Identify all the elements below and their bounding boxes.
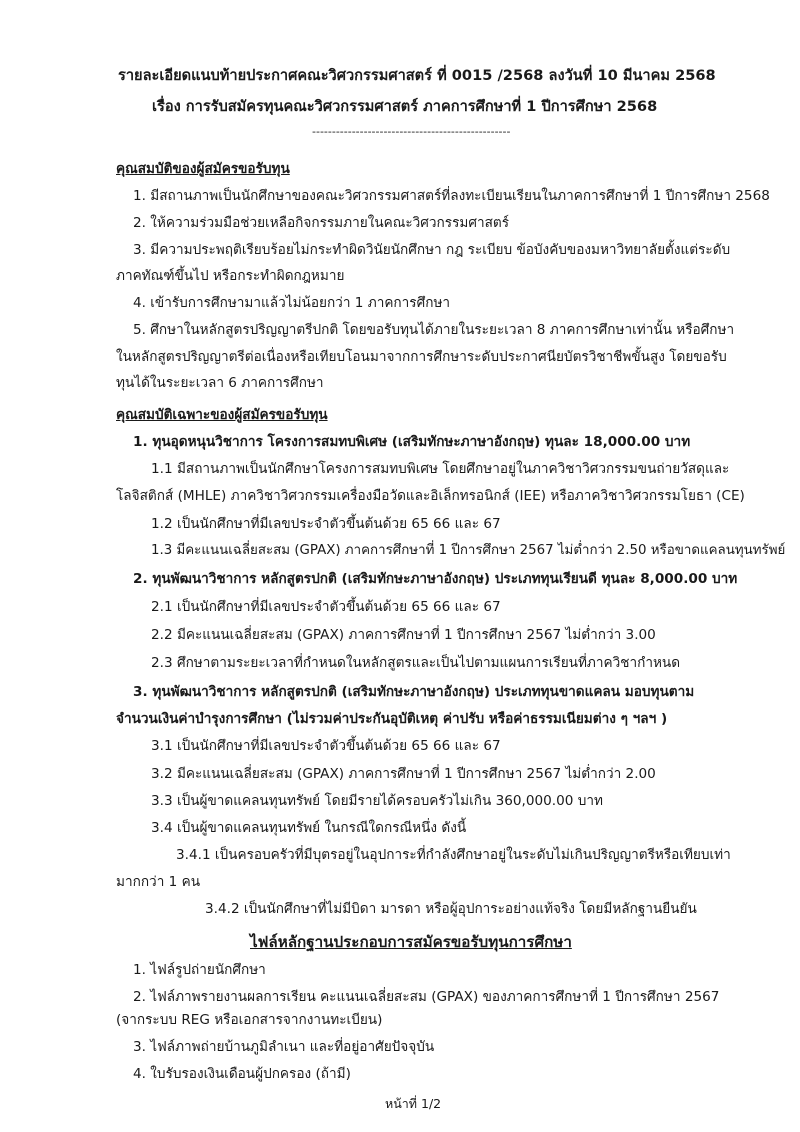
evidence-item-2-line-1: 2. ไฟล์ภาพรายงานผลการเรียน คะแนนเฉลี่ยสะสม (GPAX) ของภาคการศึกษาที่ 1 ปีการศึกษา 2567 <box>133 989 720 1005</box>
specific-section-title: คุณสมบัติเฉพาะของผู้สมัครขอรับทุน <box>116 407 328 423</box>
general-item-3-line-1: 3. มีความประพฤติเรียบร้อยไม่กระทำผิดวินัยนักศึกษา กฎ ระเบียบ ข้อบังคับของมหาวิทยาลัยตั้งแต่ระดับ <box>133 242 731 258</box>
scholarship-3-item-2: 3.2 มีคะแนนเฉลี่ยสะสม (GPAX) ภาคการศึกษาที่ 1 ปีการศึกษา 2567 ไม่ต่ำกว่า 2.00 <box>151 766 656 782</box>
general-item-5-line-2: ในหลักสูตรปริญญาตรีต่อเนื่องหรือเทียบโอนมาจากการศึกษาระดับประกาศนียบัตรวิชาชีพขั้นสูง โดยขอรับ <box>116 349 727 365</box>
scholarship-2-item-3: 2.3 ศึกษาตามระยะเวลาที่กำหนดในหลักสูตรและเป็นไปตามแผนการเรียนที่ภาควิชากำหนด <box>151 655 681 671</box>
evidence-item-2-line-2: (จากระบบ REG หรือเอกสารจากงานทะเบียน) <box>116 1012 383 1028</box>
scholarship-1-item-2: 1.2 เป็นนักศึกษาที่มีเลขประจำตัวขึ้นต้นด้วย 65 66 และ 67 <box>151 516 501 532</box>
evidence-section-title: ไฟล์หลักฐานประกอบการสมัครขอรับทุนการศึกษา <box>250 933 572 951</box>
scholarship-3-item-3: 3.3 เป็นผู้ขาดแคลนทุนทรัพย์ โดยมีรายได้ครอบครัวไม่เกิน 360,000.00 บาท <box>151 793 603 809</box>
general-item-3-line-2: ภาคทัณฑ์ขึ้นไป หรือกระทำผิดกฎหมาย <box>116 268 345 284</box>
scholarship-3-item-4: 3.4 เป็นผู้ขาดแคลนทุนทรัพย์ ในกรณีใดกรณีหนึ่ง ดังนี้ <box>151 820 467 836</box>
header-line-1: รายละเอียดแนบท้ายประกาศคณะวิศวกรรมศาสตร์ ที่ 0015 /2568 ลงวันที่ 10 มีนาคม 2568 <box>118 67 716 84</box>
general-item-5-line-1: 5. ศึกษาในหลักสูตรปริญญาตรีปกติ โดยขอรับทุนได้ภายในระยะเวลา 8 ภาคการศึกษาเท่านั้น หรือศึกษา <box>133 322 735 338</box>
scholarship-2-item-1: 2.1 เป็นนักศึกษาที่มีเลขประจำตัวขึ้นต้นด้วย 65 66 และ 67 <box>151 599 501 615</box>
evidence-item-3: 3. ไฟล์ภาพถ่ายบ้านภูมิลำเนา และที่อยู่อาศัยปัจจุบัน <box>133 1039 435 1055</box>
scholarship-1-title: 1. ทุนอุดหนุนวิชาการ โครงการสมทบพิเศษ (เสริมทักษะภาษาอังกฤษ) ทุนละ 18,000.00 บาท <box>133 434 691 450</box>
scholarship-3-item-4-2: 3.4.2 เป็นนักศึกษาที่ไม่มีบิดา มารดา หรือผู้อุปการะอย่างแท้จริง โดยมีหลักฐานยืนยัน <box>205 901 697 917</box>
scholarship-1-item-1-line-1: 1.1 มีสถานภาพเป็นนักศึกษาโครงการสมทบพิเศษ โดยศึกษาอยู่ในภาควิชาวิศวกรรมขนถ่ายวัสดุและ <box>151 461 730 477</box>
scholarship-2-title: 2. ทุนพัฒนาวิชาการ หลักสูตรปกติ (เสริมทักษะภาษาอังกฤษ) ประเภททุนเรียนดี ทุนละ 8,000.00 บาท <box>133 571 738 587</box>
general-section-title: คุณสมบัติของผู้สมัครขอรับทุน <box>116 161 290 177</box>
scholarship-1-item-1-line-2: โลจิสติกส์ (MHLE) ภาควิชาวิศวกรรมเครื่องมือวัดและอิเล็กทรอนิกส์ (IEE) หรือภาควิชาวิศวกรรมโยธา (CE) <box>116 488 745 504</box>
page-number: หน้าที่ 1/2 <box>385 1096 442 1111</box>
evidence-item-1: 1. ไฟล์รูปถ่ายนักศึกษา <box>133 962 266 978</box>
scholarship-1-item-3: 1.3 มีคะแนนเฉลี่ยสะสม (GPAX) ภาคการศึกษาที่ 1 ปีการศึกษา 2567 ไม่ต่ำกว่า 2.50 หรือขาดแคลนทุนทรัพย์ <box>151 543 786 558</box>
header-divider: -------------------------------------------------- <box>312 125 511 138</box>
general-item-1: 1. มีสถานภาพเป็นนักศึกษาของคณะวิศวกรรมศาสตร์ที่ลงทะเบียนเรียนในภาคการศึกษาที่ 1 ปีการศึกษา 2568 <box>133 188 770 204</box>
scholarship-3-item-4-1-line-2: มากกว่า 1 คน <box>116 874 200 890</box>
scholarship-3-title-line-2: จำนวนเงินค่าบำรุงการศึกษา (ไม่รวมค่าประกันอุบัติเหตุ ค่าปรับ หรือค่าธรรมเนียมต่าง ๆ ฯลฯ ) <box>116 711 668 727</box>
scholarship-3-item-4-1-line-1: 3.4.1 เป็นครอบครัวที่มีบุตรอยู่ในอุปการะที่กำลังศึกษาอยู่ในระดับไม่เกินปริญญาตรีหรือเทียบเท่า <box>176 847 731 863</box>
general-item-5-line-3: ทุนได้ในระยะเวลา 6 ภาคการศึกษา <box>116 375 324 391</box>
scholarship-3-title-line-1: 3. ทุนพัฒนาวิชาการ หลักสูตรปกติ (เสริมทักษะภาษาอังกฤษ) ประเภททุนขาดแคลน มอบทุนตาม <box>133 684 695 700</box>
scholarship-2-item-2: 2.2 มีคะแนนเฉลี่ยสะสม (GPAX) ภาคการศึกษาที่ 1 ปีการศึกษา 2567 ไม่ต่ำกว่า 3.00 <box>151 627 656 643</box>
general-item-4: 4. เข้ารับการศึกษามาแล้วไม่น้อยกว่า 1 ภาคการศึกษา <box>133 295 451 311</box>
header-line-2: เรื่อง การรับสมัครทุนคณะวิศวกรรมศาสตร์ ภาคการศึกษาที่ 1 ปีการศึกษา 2568 <box>152 98 658 115</box>
evidence-item-4: 4. ใบรับรองเงินเดือนผู้ปกครอง (ถ้ามี) <box>133 1066 351 1082</box>
scholarship-3-item-1: 3.1 เป็นนักศึกษาที่มีเลขประจำตัวขึ้นต้นด้วย 65 66 และ 67 <box>151 738 501 754</box>
general-item-2: 2. ให้ความร่วมมือช่วยเหลือกิจกรรมภายในคณะวิศวกรรมศาสตร์ <box>133 215 510 231</box>
